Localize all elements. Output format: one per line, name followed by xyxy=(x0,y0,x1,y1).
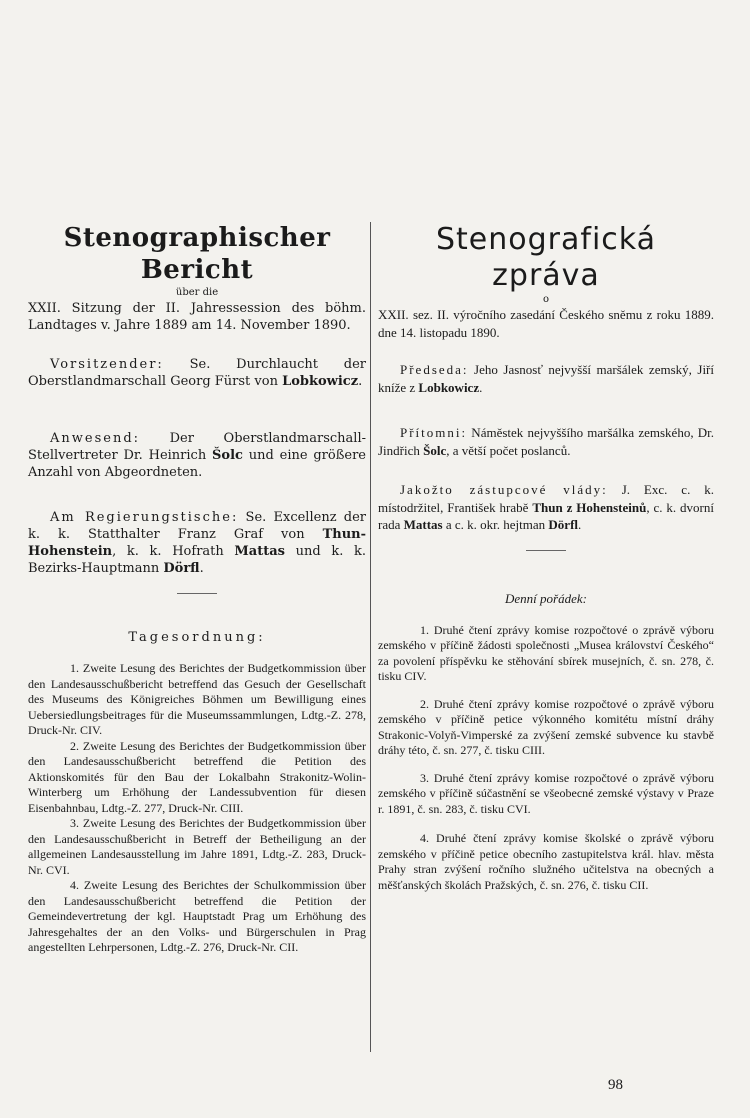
czech-separator xyxy=(526,550,566,551)
czech-present-text: Náměstek nejvyššího maršálka zemského, Dr. Jindřich xyxy=(378,425,714,458)
czech-session-line: XXII. sez. II. výročního zasedání Českého sněmu z roku 1889. dne 14. listopadu 1890. xyxy=(378,307,714,340)
german-government-mid-2: und k. k. Bezirks-Hauptmann xyxy=(28,544,367,576)
german-government-paragraph xyxy=(28,509,366,577)
page-number: 98 xyxy=(608,1077,623,1093)
german-present-name: Šolc xyxy=(212,448,243,463)
german-agenda-heading: Tagesordnung: xyxy=(128,630,266,645)
czech-agenda-item-3: 3. Druhé čtení zprávy komise rozpočtové o zprávě výboru zemského v příčině súčastnění se všeobecné zemské výstavy v Praze r. 1891, č. sn. 283, č. tisku CVI. xyxy=(378,770,714,816)
german-present-paragraph xyxy=(28,430,366,481)
german-chair-text: Se. Durchlaucht der Oberstlandmarschall Georg Fürst von xyxy=(28,357,366,389)
czech-government-name-2: Mattas xyxy=(403,517,443,532)
czech-government-label: Jakožto zástupcové vlády: xyxy=(400,482,608,497)
german-present-text: Der Oberstlandmarschall-Stellvertreter Dr. Heinrich xyxy=(28,431,366,463)
german-title: Stenographischer Bericht xyxy=(63,223,331,285)
czech-chair-name: Lobkowicz xyxy=(418,379,480,395)
german-separator xyxy=(177,593,217,594)
german-government-text: Se. Excellenz der k. k. Statthalter Franz Graf von xyxy=(28,510,366,542)
czech-present-tail: , a větší počet poslanců. xyxy=(446,442,571,458)
german-agenda-item-2: 2. Zweite Lesung des Berichtes der Budgetkommission über den Landesausschußbericht betreffend die Petition des Aktionskomités für den Bau der Lokalbahn Strakonitz-Wolin-Winterberg um Erhöhung der Landessubvention für diesen Eisenbahnbau, Ldtg.-Z. 277, Druck-Nr. CIII. xyxy=(28,738,366,815)
german-agenda-item-3: 3. Zweite Lesung des Berichtes der Budgetkommission über den Landesausschußbericht in Betreff der Betheiligung an der allgemeinen Landesausstellung im Jahre 1891, Ldtg.-Z. 283, Druck-Nr. CVI. xyxy=(28,816,366,877)
german-chair-label: Vorsitzender: xyxy=(50,357,164,372)
german-government-name-3: Dörfl xyxy=(163,561,200,576)
german-chair-name: Lobkowicz xyxy=(282,374,359,389)
german-government-name-1: Thun-Hohenstein xyxy=(28,527,366,559)
german-agenda-item-1: 1. Zweite Lesung des Berichtes der Budgetkommission über den Landesausschußbericht betreffend das Gesuch der Gesellschaft des Museums des Königreiches Böhmen um Bewilligung eines Uebersiedlungsbeitrages für die Museumssammlungen, Ldtg.-Z. 278, Druck-Nr. CIV. xyxy=(28,661,366,737)
czech-title: Stenografická zpráva xyxy=(435,222,656,293)
german-column xyxy=(28,222,366,956)
german-chair-paragraph: Vorsitzender: Se. Durchlaucht der Oberstlandmarschall Georg Fürst von Lobkowicz. xyxy=(28,357,366,389)
czech-agenda-item-4: 4. Druhé čtení zprávy komise školské o zprávě výboru zemského v příčině petice obecního zastupitelstva král. hlav. města Prahy stran zvýšení ročního služného učitelstva na obecných a měšťanských školách Pražských, č. sn. 276, č. tisku CII. xyxy=(378,831,714,892)
german-government-mid: , k. k. Hofrath xyxy=(112,544,235,559)
german-government-end: . xyxy=(199,561,204,576)
german-subtitle: über die xyxy=(175,287,219,298)
czech-present-name: Šolc xyxy=(423,442,447,458)
czech-government-paragraph xyxy=(378,481,714,534)
german-government-label: Am Regierungstische: xyxy=(50,510,239,525)
czech-chair-text: Jeho Jasnosť nejvyšší maršálek zemský, Jiří kníže z xyxy=(378,362,714,395)
czech-government-name-1: Thun z Hohensteinů xyxy=(532,499,647,515)
german-agenda-item-4: 4. Zweite Lesung des Berichtes der Schulkommission über den Landesausschußbericht betreffend die Petition der Gemeindevertretung der kgl. Hauptstadt Prag um Erhöhung des Jahresgehaltes der an den Volks- und Bürgerschulen in Prag angestellten Lehrpersonen, Ldtg.-Z. 276, Druck-Nr. CII. xyxy=(28,878,366,954)
czech-government-text: J. Exc. c. k. místodržitel, František hrabě xyxy=(378,482,714,515)
german-present-label: Anwesend: xyxy=(50,431,141,446)
czech-agenda-item-2: 2. Druhé čtení zprávy komise rozpočtové o zprávě výboru zemského v příčině petice výkonného komitétu místní dráhy Strakonic-Volyň-Vimperské za zvýšení zemské subvence ku stavbě dráhy této, č. sn. 277, č. tisku CIII. xyxy=(378,696,714,757)
czech-government-end: . xyxy=(578,517,582,532)
czech-government-name-3: Dörfl xyxy=(548,517,579,532)
czech-subtitle: o xyxy=(542,294,550,305)
czech-chair-label: Předseda: xyxy=(400,362,469,377)
czech-present-label: Přítomni: xyxy=(400,425,468,440)
german-session-line: XXII. Sitzung der II. Jahressession des böhm. Landtages v. Jahre 1889 am 14. November 1890. xyxy=(28,301,366,333)
czech-column xyxy=(378,222,714,893)
czech-government-mid: , c. k. dvorní rada xyxy=(378,499,714,532)
german-government-name-2: Mattas xyxy=(234,544,285,559)
german-present-tail: und eine größere Anzahl von Abgeordneten. xyxy=(28,448,366,480)
czech-chair-end: . xyxy=(479,379,483,395)
czech-government-mid-2: a c. k. okr. hejtman xyxy=(442,517,549,532)
czech-agenda-heading: Denní pořádek: xyxy=(505,590,587,606)
czech-present-paragraph xyxy=(378,424,714,459)
czech-agenda-item-1: 1. Druhé čtení zprávy komise rozpočtové o zprávě výboru zemského v příčině žádosti společnosti „Musea království Českého“ za povolení příspěvku ke stěhování sbírek musejních, č. sn. 278, č. tisku CIV. xyxy=(378,622,714,683)
column-divider xyxy=(370,222,371,1052)
czech-chair-paragraph xyxy=(378,361,714,396)
